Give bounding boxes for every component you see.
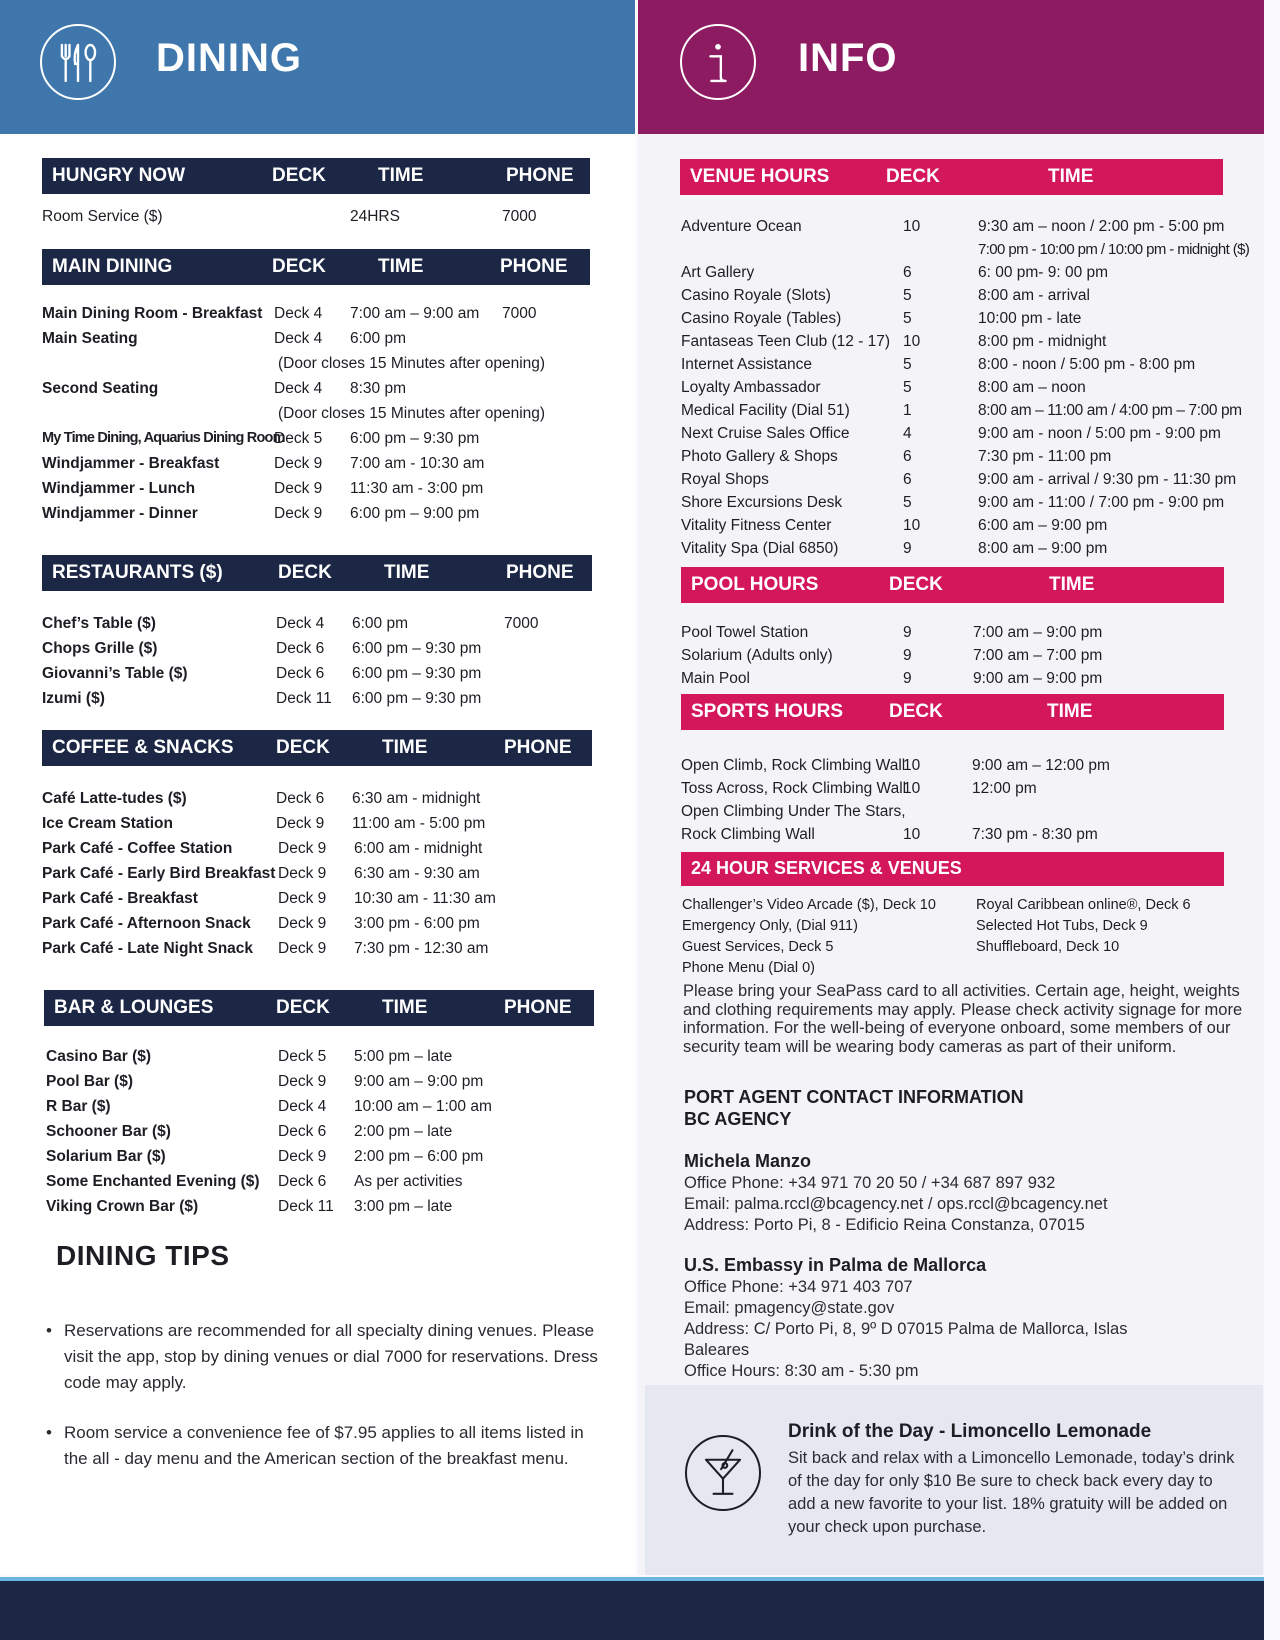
port-agent-address: Address: Porto Pi, 8 - Edificio Reina Constanza, 07015 bbox=[684, 1216, 1085, 1234]
dining-banner bbox=[0, 0, 635, 134]
coffee-snacks-header: COFFEE & SNACKS DECK TIME PHONE bbox=[42, 730, 592, 766]
dining-title: DINING bbox=[156, 36, 302, 80]
venue-hours-header: VENUE HOURS DECK TIME bbox=[680, 159, 1223, 195]
dining-tips-title: DINING TIPS bbox=[56, 1240, 230, 1271]
dining-tip: • Reservations are recommended for all specialty dining venues. Please visit the app, stop by dining venues or dial 7000 for reservations. Dress code may apply. bbox=[46, 1321, 598, 1392]
port-agent-name: Michela Manzo bbox=[684, 1151, 812, 1171]
info-title: INFO bbox=[798, 36, 898, 80]
service-item: Shuffleboard, Deck 10 bbox=[976, 939, 1120, 955]
hungry-now-header: HUNGRY NOW DECK TIME PHONE bbox=[42, 158, 590, 194]
service-item: Royal Caribbean online®, Deck 6 bbox=[976, 897, 1191, 913]
martini-icon bbox=[685, 1435, 761, 1511]
port-agent-agency: BC AGENCY bbox=[684, 1109, 792, 1129]
info-banner bbox=[638, 0, 1264, 134]
embassy-address-cont: Baleares bbox=[684, 1341, 750, 1359]
door-note: (Door closes 15 Minutes after opening) bbox=[278, 405, 546, 422]
sports-hours-header: SPORTS HOURS DECK TIME bbox=[681, 694, 1224, 730]
embassy-hours: Office Hours: 8:30 am - 5:30 pm bbox=[684, 1362, 919, 1380]
utensils-icon bbox=[40, 24, 116, 100]
services-header: 24 HOUR SERVICES & VENUES bbox=[681, 852, 1224, 886]
drink-title: Drink of the Day - Limoncello Lemonade bbox=[788, 1421, 1152, 1442]
embassy-address: Address: C/ Porto Pi, 8, 9º D 07015 Palma de Mallorca, Islas bbox=[684, 1320, 1128, 1338]
service-item: Emergency Only, (Dial 911) bbox=[682, 918, 858, 934]
dining-column: DINING HUNGRY NOW DECK TIME PHONE Room Service ($) 24HRS 7000 MAIN DINING DECK TIME PHONE Main Dining Room - Breakfast Deck 4 7:00 am – 9:00 am 7000 Main Seating Deck 4 6:00 pm (Door closes 15 Minutes after opening) Second Seating Deck 4 8:30 pm (Door closes 15 Minutes after opening) My Time Dining, Aquarius Dining Room Deck 5 6:00 pm – 9:30 pm Windjammer - Breakfast Deck 9 7:00 am - 10:30 am Windjammer - Lunch Deck 9 11:30 am - 3:00 pm Windjammer - Dinner Deck 9 6:00 pm – 9:00 pm RESTAURANTS ($) DECK TIME PHONE Chef’s Table ($) Deck 4 6:00 pm 7000 Chops Grille ($) Deck 6 6:00 pm – 9:30 pm Giovanni’s Table ($) Deck 6 6:00 pm – 9:30 pm Izumi ($) Deck 11 6:00 pm – 9:30 pm COFFEE & SNACKS DECK TIME PHONE Café Latte-tudes ($) Deck 6 6:30 am - midnight Ice Cream Station Deck 9 11:00 am - 5:00 pm Park Café - Coffee Station Deck 9 6:00 am - midnight Park Café - Early Bird Breakfast Deck 9 6:30 am - 9:30 am Park Café - Breakfast Deck 9 10:30 am - 11:30 am Park Café - Afternoon Snack Deck 9 3:00 pm - 6:00 pm Park Café - Late Night Snack Deck 9 7:30 pm - 12:30 am BAR & LOUNGES DECK TIME PHONE Casino Bar ($) Deck 5 5:00 pm – late Pool Bar ($) Deck 9 9:00 am – 9:00 pm R Bar ($) Deck 4 10:00 am – 1:00 am Schooner Bar ($) Deck 6 2:00 pm – late Solarium Bar ($) Deck 9 2:00 pm – 6:00 pm Some Enchanted Evening ($) Deck 6 As per activities Viking Crown Bar ($) Deck 11 3:00 pm – late DINING TIPS • Reservations are recommended for all specialty dining venues. Please visit the app, stop by dining venues or dial 7000 for reservations. Dress code may apply. • Room service a convenience fee of $7.95 applies to all items listed in the all - day menu and the American section of the breakfast menu. bbox=[0, 0, 635, 1575]
bar-lounges-header: BAR & LOUNGES DECK TIME PHONE bbox=[44, 990, 594, 1026]
embassy-name: U.S. Embassy in Palma de Mallorca bbox=[684, 1255, 987, 1275]
port-agent-email: Email: palma.rccl@bcagency.net / ops.rccl@bcagency.net bbox=[684, 1195, 1108, 1213]
seapass-notice: Please bring your SeaPass card to all activities. Certain age, height, weights and clothing requirements may apply. Please check activity signage for more information. For the well-being of everyone onboard, some members of our security team will be wearing body cameras as part of their uniform. bbox=[683, 982, 1243, 1056]
service-item: Challenger’s Video Arcade ($), Deck 10 bbox=[682, 897, 936, 913]
service-item: Phone Menu (Dial 0) bbox=[682, 960, 815, 976]
pool-hours-header: POOL HOURS DECK TIME bbox=[681, 567, 1224, 603]
drink-of-the-day bbox=[645, 1385, 1263, 1575]
port-agent-heading: PORT AGENT CONTACT INFORMATION bbox=[684, 1087, 1024, 1107]
service-item: Guest Services, Deck 5 bbox=[682, 939, 834, 955]
service-item: Selected Hot Tubs, Deck 9 bbox=[976, 918, 1148, 934]
drink-description: Sit back and relax with a Limoncello Lemonade, today’s drink of the day for only $10 Be sure to check back every day to add a new favorite to your list. 18% gratuity will be added on your check upon purchase. bbox=[788, 1449, 1235, 1536]
embassy-phone: Office Phone: +34 971 403 707 bbox=[684, 1278, 913, 1296]
info-icon bbox=[680, 24, 756, 100]
footer-bar bbox=[0, 1581, 1264, 1640]
main-dining-header: MAIN DINING DECK TIME PHONE bbox=[42, 249, 590, 285]
port-agent-phone: Office Phone: +34 971 70 20 50 / +34 687 897 932 bbox=[684, 1174, 1056, 1192]
dining-tip: • Room service a convenience fee of $7.95 applies to all items listed in the all - day menu and the American section of the breakfast menu. bbox=[46, 1423, 584, 1468]
restaurants-header: RESTAURANTS ($) DECK TIME PHONE bbox=[42, 555, 592, 591]
door-note: (Door closes 15 Minutes after opening) bbox=[278, 355, 546, 372]
embassy-email: Email: pmagency@state.gov bbox=[684, 1299, 895, 1317]
